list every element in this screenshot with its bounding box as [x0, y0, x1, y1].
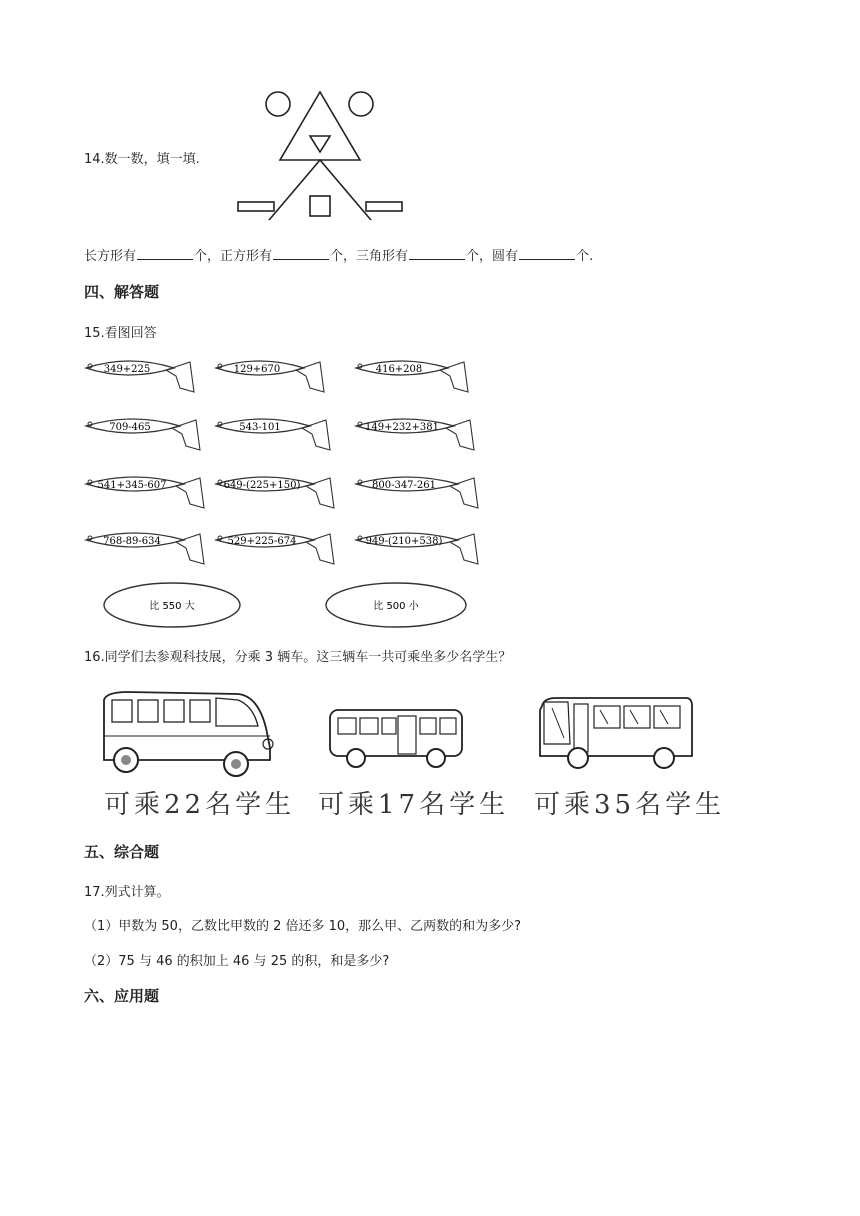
caption-small-bus: 可乘17名学生 — [318, 790, 510, 820]
q14-part-3: 个，三角形有 — [330, 249, 409, 264]
oval-less-label: 比 500 小 — [373, 601, 419, 612]
section-6-title: 六、应用题 — [84, 987, 160, 1005]
section-4-title: 四、解答题 — [84, 283, 160, 301]
caption-van: 可乘22名学生 — [104, 790, 296, 820]
q14-fill-line — [84, 247, 593, 266]
fish-6 — [356, 419, 474, 450]
q14-part-1: 长方形有 — [84, 249, 137, 264]
shapes-figure — [236, 88, 406, 220]
blank-circles[interactable] — [519, 247, 575, 260]
circle-left — [266, 92, 290, 116]
q17-label: 17.列式计算。 — [84, 885, 170, 900]
fish-expression: 349+225 — [103, 364, 151, 375]
fish-expression: 949-(210+538) — [365, 536, 443, 547]
oval-greater-label: 比 550 大 — [149, 601, 195, 612]
section-5-title: 五、综合题 — [84, 843, 160, 861]
fish-2 — [216, 361, 324, 392]
q14-part-4: 个，圆有 — [466, 249, 519, 264]
circle-right — [349, 92, 373, 116]
square — [310, 196, 330, 216]
fish-11 — [216, 533, 334, 564]
fish-7 — [86, 477, 204, 508]
fish-3 — [356, 361, 468, 392]
fish-12 — [356, 533, 478, 564]
blank-squares[interactable] — [273, 247, 329, 260]
triangle-bottom — [264, 160, 376, 220]
triangle-top — [280, 92, 360, 160]
fish-9 — [356, 477, 478, 508]
fish-5 — [216, 419, 330, 450]
fish-expression: 709-465 — [109, 422, 151, 433]
q14-label: 14.数一数，填一填. — [84, 152, 200, 167]
fish-expression: 768-89-634 — [103, 536, 161, 547]
fish-figure — [84, 350, 504, 628]
city-bus-image — [536, 694, 696, 772]
fish-expression: 149+232+381 — [364, 422, 440, 433]
q17-item-1: （1）甲数为 50，乙数比甲数的 2 倍还多 10，那么甲、乙两数的和为多少? — [84, 919, 522, 934]
fish-expression: 416+208 — [375, 364, 423, 375]
fish-expression: 543-101 — [239, 422, 281, 433]
fish-expression: 800-347-261 — [371, 480, 437, 491]
fish-1 — [86, 361, 194, 392]
fish-expression: 649-(225+150) — [223, 480, 301, 491]
q17-item-2: （2）75 与 46 的积加上 46 与 25 的积，和是多少? — [84, 954, 390, 969]
rectangle-right — [366, 202, 402, 211]
fish-8 — [216, 477, 334, 508]
q16-label: 16.同学们去参观科技展，分乘 3 辆车。这三辆车一共可乘坐多少名学生？ — [84, 650, 512, 665]
fish-expression: 129+670 — [233, 364, 281, 375]
q14-part-5: 个. — [576, 249, 594, 264]
caption-city-bus: 可乘35名学生 — [534, 790, 726, 820]
fish-10 — [86, 533, 204, 564]
fish-expression: 529+225-674 — [227, 536, 297, 547]
blank-triangles[interactable] — [409, 247, 465, 260]
van-image — [98, 688, 278, 780]
rectangle-left — [238, 202, 274, 211]
small-bus-image — [326, 706, 466, 772]
blank-rectangles[interactable] — [137, 247, 193, 260]
triangle-small — [310, 136, 330, 152]
fish-expression: 541+345-607 — [97, 480, 167, 491]
q14-part-2: 个，正方形有 — [194, 249, 273, 264]
fish-4 — [86, 419, 200, 450]
q15-label: 15.看图回答 — [84, 326, 157, 341]
